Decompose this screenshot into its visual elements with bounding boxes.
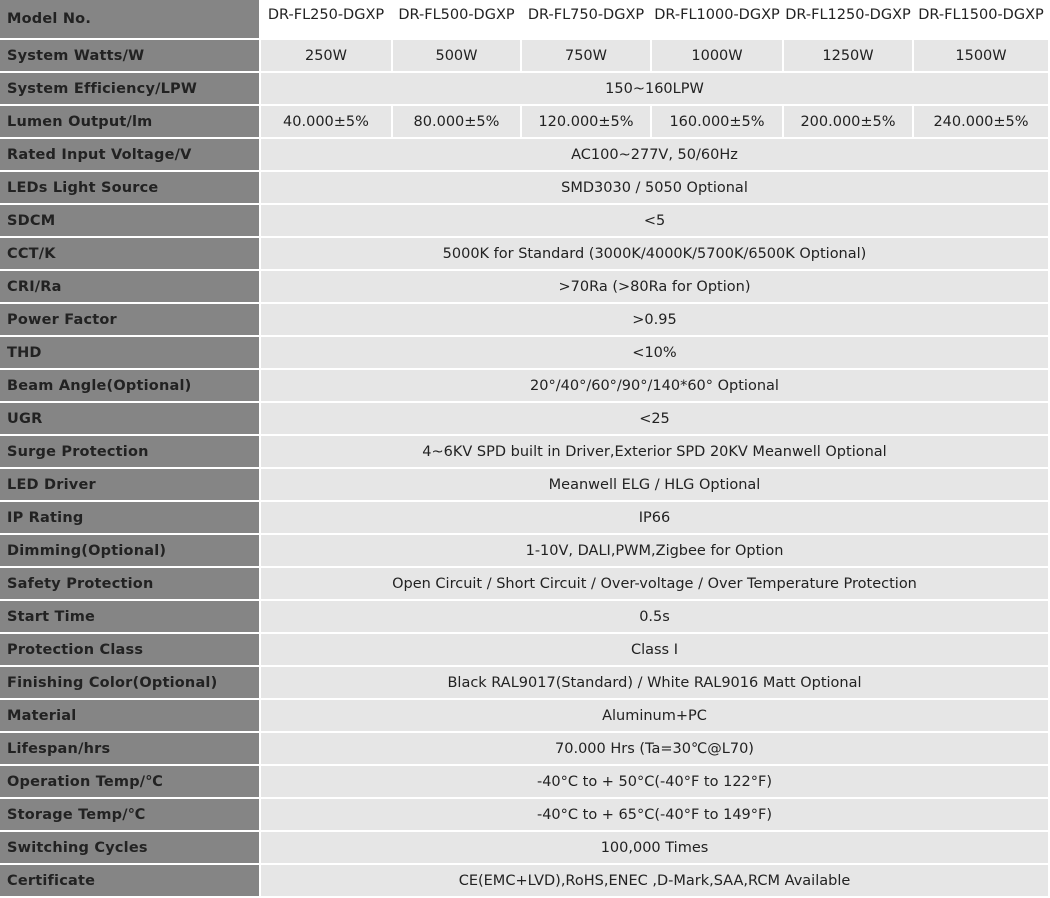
model-cell: DR-FL1250-DGXP	[784, 0, 914, 40]
row-label: Operation Temp/℃	[0, 766, 261, 799]
value-cell: 120.000±5%	[522, 106, 652, 139]
row-label: Safety Protection	[0, 568, 261, 601]
model-cell: DR-FL500-DGXP	[393, 0, 522, 40]
row-label: Power Factor	[0, 304, 261, 337]
spec-row	[0, 172, 1050, 205]
spec-row	[0, 139, 1050, 172]
row-label: Beam Angle(Optional)	[0, 370, 261, 403]
spec-row	[0, 502, 1050, 535]
model-cell: DR-FL250-DGXP	[261, 0, 393, 40]
model-row	[0, 0, 1050, 40]
model-cell: DR-FL1000-DGXP	[652, 0, 784, 40]
value-cell: <25	[261, 403, 1050, 436]
value-cell: -40°C to + 50°C(-40°F to 122°F)	[261, 766, 1050, 799]
spec-row	[0, 403, 1050, 436]
value-cell: 70.000 Hrs (Ta=30℃@L70)	[261, 733, 1050, 766]
efficiency-row	[0, 73, 1050, 106]
row-label: UGR	[0, 403, 261, 436]
spec-row	[0, 832, 1050, 865]
row-label: SDCM	[0, 205, 261, 238]
row-label: Dimming(Optional)	[0, 535, 261, 568]
value-cell: 4~6KV SPD built in Driver,Exterior SPD 20KV Meanwell Optional	[261, 436, 1050, 469]
spec-row	[0, 733, 1050, 766]
value-cell: IP66	[261, 502, 1050, 535]
value-cell: Black RAL9017(Standard) / White RAL9016 Matt Optional	[261, 667, 1050, 700]
model-cell: DR-FL750-DGXP	[522, 0, 652, 40]
spec-row	[0, 370, 1050, 403]
spec-row	[0, 667, 1050, 700]
spec-row	[0, 799, 1050, 832]
value-cell: 40.000±5%	[261, 106, 393, 139]
row-label: Storage Temp/℃	[0, 799, 261, 832]
value-cell: Aluminum+PC	[261, 700, 1050, 733]
spec-row	[0, 205, 1050, 238]
spec-row	[0, 469, 1050, 502]
row-label: Rated Input Voltage/V	[0, 139, 261, 172]
value-cell: 1-10V, DALI,PWM,Zigbee for Option	[261, 535, 1050, 568]
row-label: Finishing Color(Optional)	[0, 667, 261, 700]
row-label: Protection Class	[0, 634, 261, 667]
value-cell: Open Circuit / Short Circuit / Over-voltage / Over Temperature Protection	[261, 568, 1050, 601]
value-cell: 80.000±5%	[393, 106, 522, 139]
row-label: LEDs Light Source	[0, 172, 261, 205]
spec-row	[0, 304, 1050, 337]
row-label: LED Driver	[0, 469, 261, 502]
row-label: Surge Protection	[0, 436, 261, 469]
spec-row	[0, 568, 1050, 601]
row-label: System Efficiency/LPW	[0, 73, 261, 106]
value-cell: 750W	[522, 40, 652, 73]
spec-row	[0, 865, 1050, 898]
spec-row	[0, 601, 1050, 634]
row-label: Switching Cycles	[0, 832, 261, 865]
watts-row	[0, 40, 1050, 73]
row-label: Certificate	[0, 865, 261, 898]
value-cell: AC100~277V, 50/60Hz	[261, 139, 1050, 172]
value-cell: 160.000±5%	[652, 106, 784, 139]
value-cell: 1500W	[914, 40, 1050, 73]
value-cell: SMD3030 / 5050 Optional	[261, 172, 1050, 205]
value-cell: 150~160LPW	[261, 73, 1050, 106]
value-cell: >70Ra (>80Ra for Option)	[261, 271, 1050, 304]
value-cell: 250W	[261, 40, 393, 73]
row-label: CRI/Ra	[0, 271, 261, 304]
spec-row	[0, 436, 1050, 469]
value-cell: 20°/40°/60°/90°/140*60° Optional	[261, 370, 1050, 403]
value-cell: -40°C to + 65°C(-40°F to 149°F)	[261, 799, 1050, 832]
value-cell: Class Ⅰ	[261, 634, 1050, 667]
value-cell: 5000K for Standard (3000K/4000K/5700K/6500K Optional)	[261, 238, 1050, 271]
lumen-row	[0, 106, 1050, 139]
value-cell: 240.000±5%	[914, 106, 1050, 139]
row-label: CCT/K	[0, 238, 261, 271]
spec-row	[0, 238, 1050, 271]
value-cell: <10%	[261, 337, 1050, 370]
spec-row	[0, 337, 1050, 370]
row-label: Model No.	[0, 0, 261, 40]
value-cell: 200.000±5%	[784, 106, 914, 139]
value-cell: 500W	[393, 40, 522, 73]
row-label: Start Time	[0, 601, 261, 634]
value-cell: 0.5s	[261, 601, 1050, 634]
model-cell: DR-FL1500-DGXP	[914, 0, 1050, 40]
value-cell: Meanwell ELG / HLG Optional	[261, 469, 1050, 502]
value-cell: 1250W	[784, 40, 914, 73]
row-label: Lumen Output/lm	[0, 106, 261, 139]
spec-row	[0, 634, 1050, 667]
row-label: IP Rating	[0, 502, 261, 535]
value-cell: 100,000 Times	[261, 832, 1050, 865]
spec-row	[0, 535, 1050, 568]
spec-row	[0, 700, 1050, 733]
value-cell: CE(EMC+LVD),RoHS,ENEC ,D-Mark,SAA,RCM Available	[261, 865, 1050, 898]
spec-row	[0, 766, 1050, 799]
row-label: Material	[0, 700, 261, 733]
row-label: Lifespan/hrs	[0, 733, 261, 766]
value-cell: 1000W	[652, 40, 784, 73]
row-label: System Watts/W	[0, 40, 261, 73]
spec-row	[0, 271, 1050, 304]
value-cell: <5	[261, 205, 1050, 238]
value-cell: >0.95	[261, 304, 1050, 337]
row-label: THD	[0, 337, 261, 370]
